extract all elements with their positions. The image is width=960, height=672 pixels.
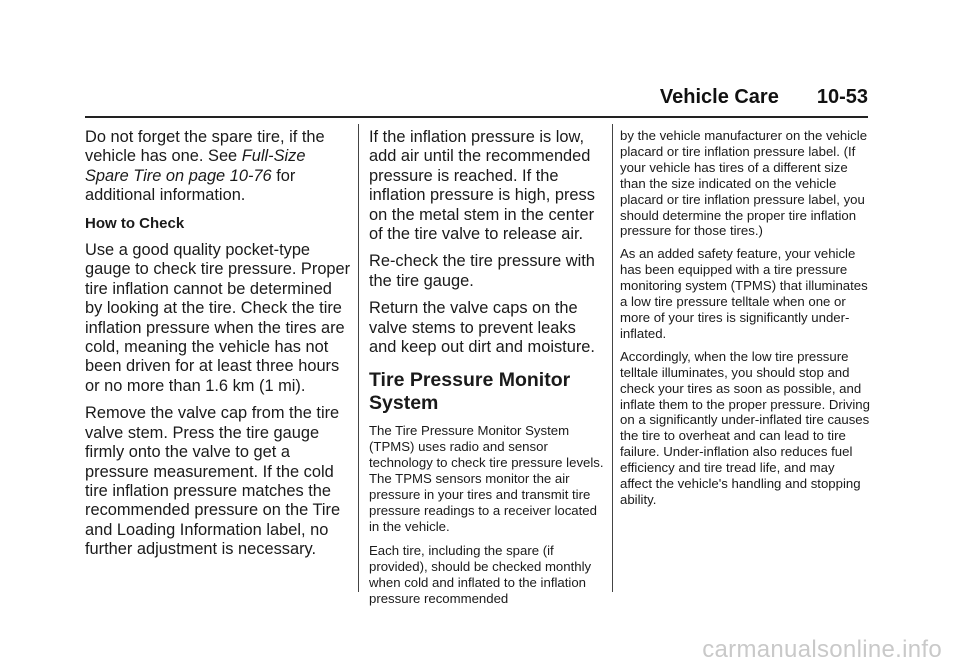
paragraph: by the vehicle manufacturer on the vehicle placard or tire inflation pressure label. (If your vehicle has tires of a different size than the size indicated on the vehicle placard or tire inflation pressure label, you should determine the proper tire inflation pressure for those tires.) [620, 128, 868, 239]
paragraph: Return the valve caps on the valve stems to prevent leaks and keep out dirt and moisture. [369, 299, 595, 357]
column-divider [358, 124, 359, 592]
subheading-how-to-check: How to Check [85, 214, 185, 232]
page-header [660, 82, 868, 112]
watermark: carmanualsonline.info [702, 636, 942, 663]
column-1 [85, 128, 353, 568]
header-rule [85, 116, 868, 118]
paragraph: Re-check the tire pressure with the tire gauge. [369, 252, 595, 290]
paragraph: If the inflation pressure is low, add air until the recommended pressure is reached. If the inflation pressure is high, press on the metal stem in the center of the tire valve to release air. [369, 128, 595, 244]
section-heading-tpms: Tire Pressure Monitor System [369, 369, 571, 415]
cross-reference-link[interactable]: Full-Size Spare Tire on page 10-76 [85, 147, 306, 185]
paragraph: Accordingly, when the low tire pressure telltale illuminates, you should stop and check your tires as soon as possible, and inflate them to the proper pressure. Driving on a significantly under-inflated tire causes the tire to overheat and can lead to tire failure. Under-inflation also reduces fuel efficiency and tire tread life, and may affect the vehicle's handling and stopping ability. [620, 348, 870, 507]
paragraph: Each tire, including the spare (if provided), should be checked monthly when cold and inflated to the inflation pressure recommended [369, 542, 592, 606]
column-divider [612, 124, 613, 592]
spare-tire-paragraph [85, 128, 353, 206]
section-title: Vehicle Care [659, 85, 779, 108]
paragraph: Remove the valve cap from the tire valve stem. Press the tire gauge firmly onto the valve to get a pressure measurement. If the cold tire inflation pressure matches the recommended pressure on the Tire and Loading Information label, no further adjustment is necessary. [85, 404, 341, 559]
column-3 [620, 128, 870, 515]
paragraph: Use a good quality pocket-type gauge to check tire pressure. Proper tire inflation cannot be determined by looking at the tire. Check the tire inflation pressure when the tires are cold, meaning the vehicle has not been driven for at least three hours or no more than 1.6 km (1 mi). [85, 241, 351, 395]
text-span: Do not forget the spare tire, if the vehicle has one. See [85, 128, 325, 166]
paragraph: As an added safety feature, your vehicle has been equipped with a tire pressure monitoring system (TPMS) that illuminates a low tire pressure telltale when one or more of your tires is significantly under-inflated. [620, 246, 868, 341]
page-number: 10-53 [816, 85, 868, 108]
paragraph: The Tire Pressure Monitor System (TPMS) uses radio and sensor technology to check tire pressure levels. The TPMS sensors monitor the air pressure in your tires and transmit tire pressure readings to a receiver located in the vehicle. [369, 423, 604, 534]
text-span: for additional information. [85, 166, 296, 205]
column-2 [369, 128, 606, 614]
